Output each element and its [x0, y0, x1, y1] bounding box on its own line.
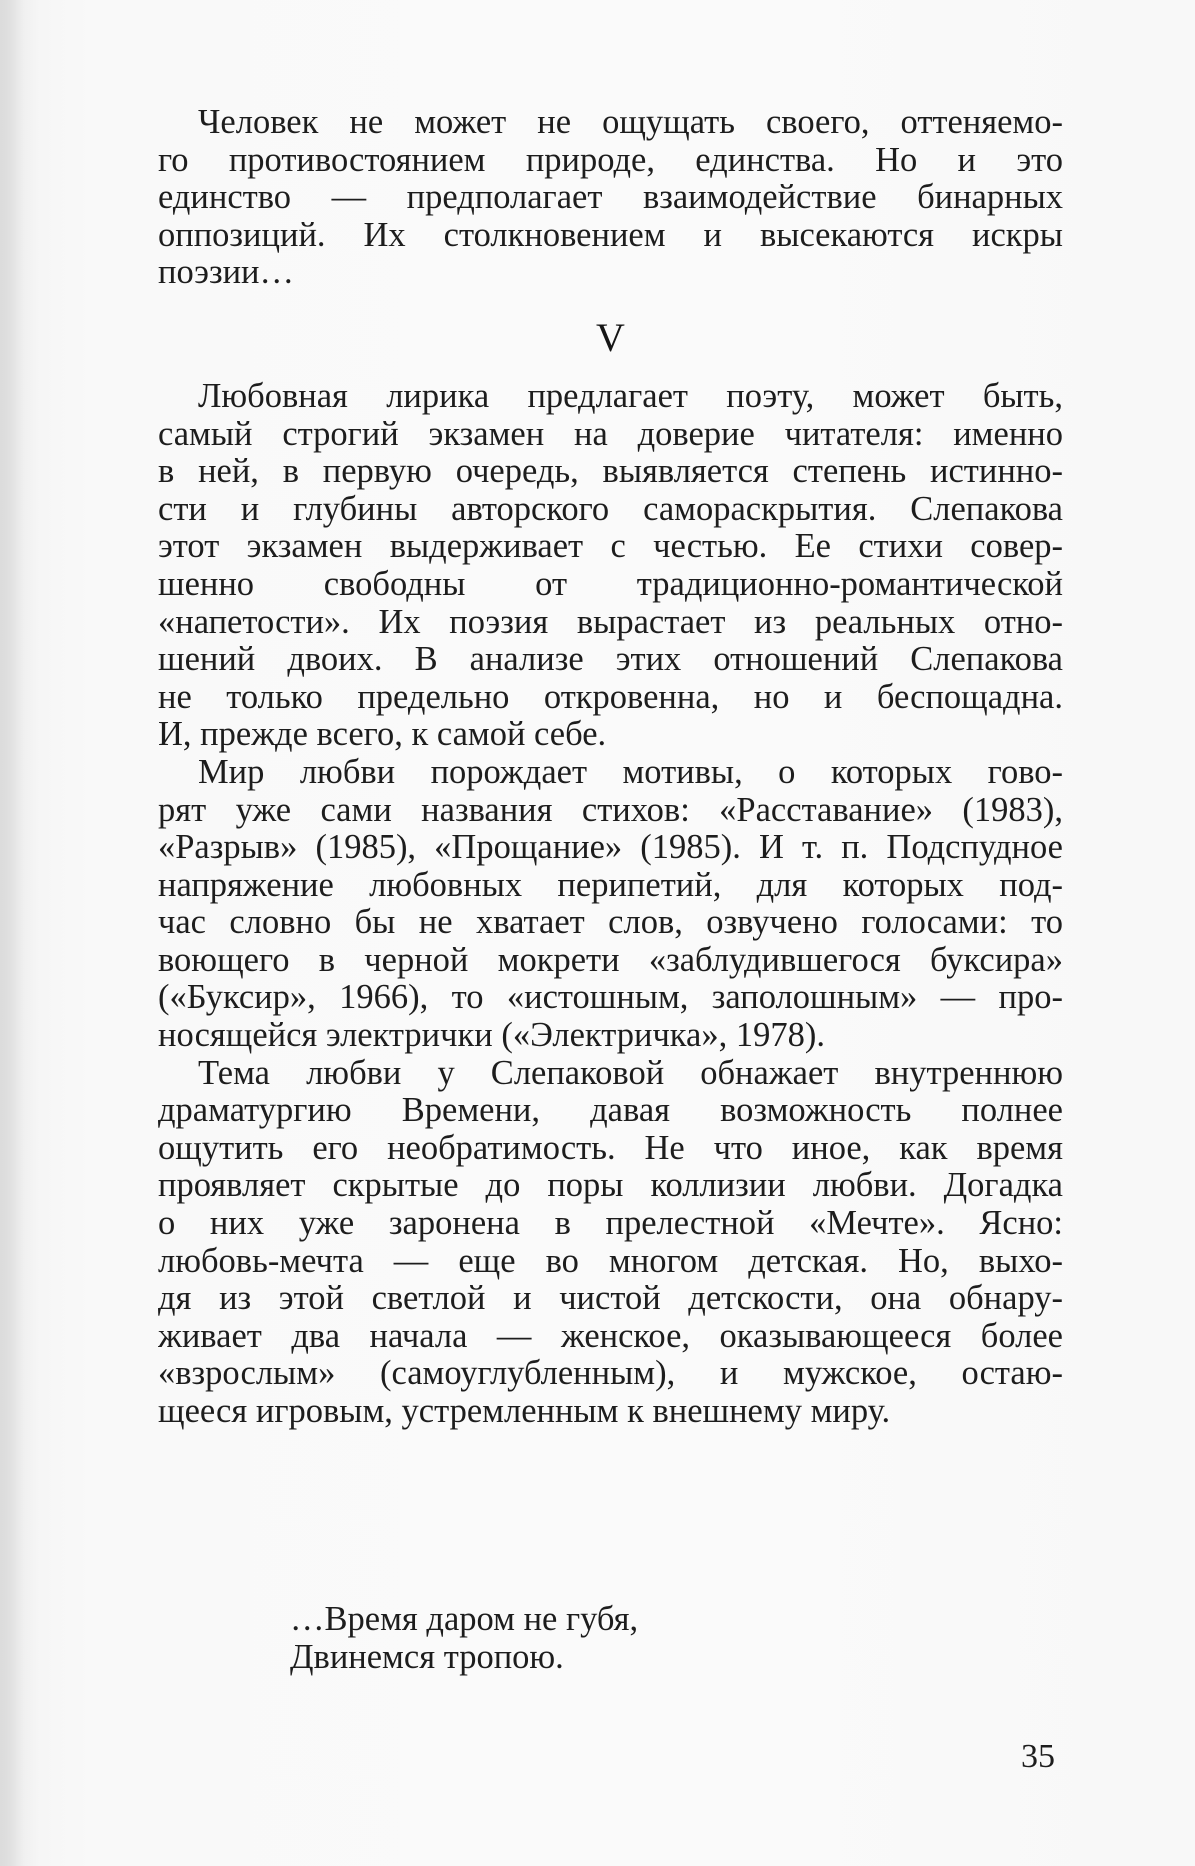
page-number: 35 — [1021, 1738, 1055, 1775]
gutter-shadow — [0, 0, 24, 1866]
text-line: проявляет скрытые до поры коллизии любви. Догадка — [158, 1167, 1063, 1205]
paragraph-1 — [158, 104, 1063, 292]
text-line: единство — предполагает взаимодействие бинарных — [158, 179, 1063, 217]
text-line: щееся игровым, устремленным к внешнему миру. — [158, 1393, 891, 1430]
text-line: оппозиций. Их столкновением и высекаются искры — [158, 216, 1063, 254]
paragraph-2 — [158, 378, 1063, 754]
text-line: о них уже заронена в прелестной «Мечте». Ясно: — [158, 1205, 1063, 1243]
text-line: напряжение любовных перипетий, для которых под- — [158, 866, 1063, 904]
verse-line: …Время даром не губя, — [290, 1600, 639, 1638]
text-line: самый строгий экзамен на доверие читателя: именно — [158, 415, 1063, 453]
text-line: Тема любви у Слепаковой обнажает внутреннюю — [198, 1054, 1063, 1092]
text-line: «Разрыв» (1985), «Прощание» (1985). И т. п. Подспудное — [158, 829, 1063, 867]
text-line: шений двоих. В анализе этих отношений Слепакова — [158, 641, 1063, 679]
text-line: рят уже сами названия стихов: «Расставание» (1983), — [158, 791, 1063, 829]
text-line: поэзии… — [158, 254, 294, 292]
text-line: драматургию Времени, давая возможность полнее — [158, 1092, 1063, 1130]
text-line: воющего в черной мокрети «заблудившегося буксира» — [158, 941, 1063, 979]
text-line: носящейся электрички («Электричка», 1978). — [158, 1017, 825, 1055]
text-line: («Буксир», 1966), то «истошным, заполошным» — про- — [158, 979, 1063, 1017]
text-line: в ней, в первую очередь, выявляется степень истинно- — [158, 453, 1063, 491]
text-line: дя из этой светлой и чистой детскости, она обнару- — [158, 1280, 1063, 1318]
text-line: любовь-мечта — еще во многом детская. Но, выхо- — [158, 1242, 1063, 1280]
verse-line: Двинемся тропою. — [290, 1638, 564, 1676]
text-line: И, прежде всего, к самой себе. — [158, 716, 607, 754]
text-line: час словно бы не хватает слов, озвучено голосами: то — [158, 904, 1063, 942]
section-heading: V — [596, 314, 625, 360]
text-line: живает два начала — женское, оказывающееся более — [158, 1317, 1063, 1355]
paragraph-3 — [158, 754, 1063, 1055]
main-text — [158, 104, 1063, 1431]
text-line: шенно свободны от традиционно-романтической — [158, 565, 1063, 603]
text-line: не только предельно откровенна, но и беспощадна. — [158, 678, 1063, 716]
text-line: го противостоянием природе, единства. Но и это — [158, 141, 1063, 179]
text-line: «взрослым» (самоуглубленным), и мужское, остаю- — [158, 1355, 1063, 1393]
text-line: ощутить его необратимость. Не что иное, как время — [158, 1129, 1063, 1167]
text-line: Человек не может не ощущать своего, оттеняемо- — [198, 104, 1063, 141]
verse-quote — [290, 1600, 638, 1676]
text-line: «напетости». Их поэзия вырастает из реальных отно- — [158, 603, 1063, 641]
paragraph-4 — [158, 1055, 1063, 1431]
text-line: этот экзамен выдерживает с честью. Ее стихи совер- — [158, 528, 1063, 566]
text-line: Мир любви порождает мотивы, о которых гово- — [198, 753, 1063, 791]
text-line: Любовная лирика предлагает поэту, может быть, — [198, 377, 1063, 415]
text-line: сти и глубины авторского самораскрытия. Слепакова — [158, 490, 1063, 528]
